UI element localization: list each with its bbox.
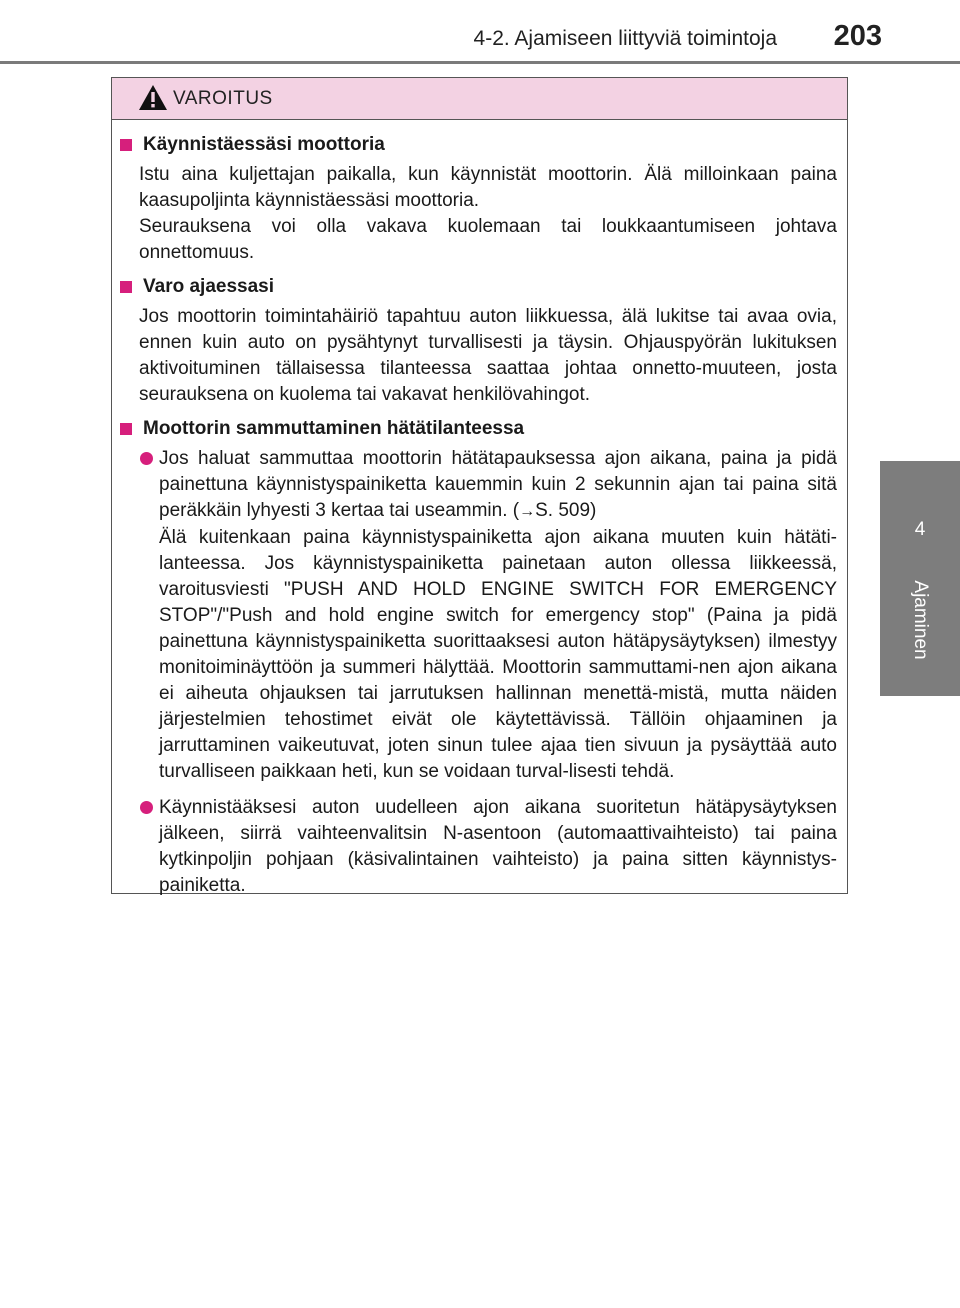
list-item: [139, 795, 837, 899]
warning-box: [111, 77, 848, 894]
page-reference-link[interactable]: S. 509): [535, 500, 597, 521]
paragraph: Istu aina kuljettajan paikalla, kun käynnistät moottorin. Älä milloinkaan paina kaasupoljinta käynnistäessäsi moottoria.: [139, 164, 837, 211]
bullet-text: Jos haluat sammuttaa moottorin hätätapauksessa ajon aikana, paina ja pidä painettuna käynnistyspainiketta kauemmin kuin 2 sekunnin ajan tai paina sitä peräkkäin lyhyesti 3 kertaa tai useammin. (→S. 509): [159, 448, 837, 521]
warning-header: [112, 78, 847, 120]
chapter-title: Ajaminen: [910, 580, 931, 660]
section-title: 4-2. Ajamiseen liittyviä toimintoja: [473, 27, 777, 50]
paragraph: Jos moottorin toimintahäiriö tapahtuu auton liikkuessa, älä lukitse tai avaa ovia, ennen kuin auto on pysähtynyt turvallisesti ja täysin. Ohjauspyörän lukituksen aktivoituminen tällaisessa tilanteessa saattaa johtaa onnetto-muuteen, josta seurauksena on kuolema tai vakavat henkilövahingot.: [139, 306, 837, 405]
warning-triangle-icon: [138, 84, 168, 111]
bullet-text: Älä kuitenkaan paina käynnistyspainiketta ajon aikana muuten kuin hätäti-lanteessa. Jos käynnistyspainiketta painetaan auton ollessa liikkeessä, varoitusviesti "PUSH AND HOLD ENGINE SWITCH FOR EMERGENCY STOP"/"Push and hold engine switch for emergency stop" (Paina ja pidä painettuna käynnistyspainiketta suorittaaksesi auton hätäpysäytyksen) ilmestyy monitoiminäyttöön ja summeri hälyttää. Moottorin sammuttami-nen ajon aikana ei aiheuta ohjauksen tai jarrutuksen hallinnan menettä-mistä, mutta näiden järjestelmien tehostimet eivät ole käytettävissä. Tällöin ohjaaminen ja jarruttaminen vaikeutuvat, joten sinun tulee ajaa tien sivuun ja pysäyttää auto turvalliseen paikkaan heti, kun se voidaan turval-lisesti tehdä.: [159, 527, 837, 782]
page-header: [0, 0, 960, 70]
chapter-title-area: [880, 560, 960, 680]
circle-bullet-icon: [140, 452, 153, 465]
square-bullet-icon: [120, 139, 132, 151]
page-number: 203: [833, 20, 882, 52]
chapter-number: 4: [914, 519, 926, 540]
square-bullet-icon: [120, 423, 132, 435]
warning-section-emergency: [112, 416, 847, 899]
bullet-text: Käynnistääksesi auton uudelleen ajon aikana suoritetun hätäpysäytyksen jälkeen, siirrä vaihteenvalitsin N-asentoon (automaattivaihteisto) tai paina kytkinpoljin pohjaan (käsivalintainen vaihteisto) ja paina sitten käynnistys-painiketta.: [159, 797, 837, 896]
warning-content: [112, 120, 847, 899]
warning-section-driving: [112, 274, 847, 408]
warning-section-starting: [112, 132, 847, 266]
section-heading: Varo ajaessasi: [119, 274, 847, 300]
header-rule: [0, 61, 960, 64]
paragraph: Seurauksena voi olla vakava kuolemaan tai loukkaantumiseen johtava onnettomuus.: [139, 216, 837, 263]
square-bullet-icon: [120, 281, 132, 293]
arrow-icon: →: [519, 503, 536, 520]
section-heading: Käynnistäessäsi moottoria: [119, 132, 847, 158]
section-heading: Moottorin sammuttaminen hätätilanteessa: [119, 416, 847, 442]
circle-bullet-icon: [140, 801, 153, 814]
list-item: [139, 446, 837, 785]
warning-title: VAROITUS: [173, 88, 273, 109]
